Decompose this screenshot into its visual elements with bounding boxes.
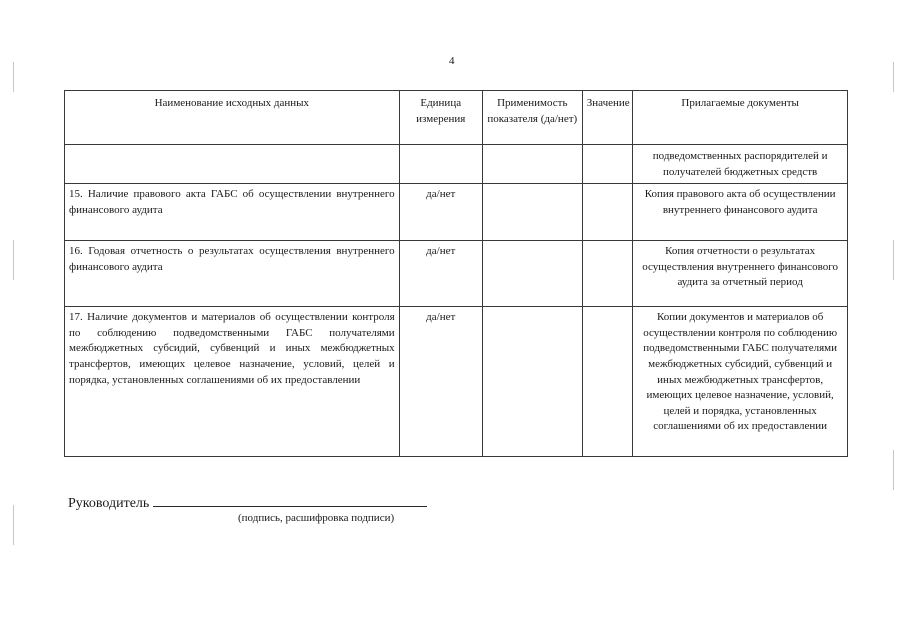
cell-documents: Копия правового акта об осуществлении внутреннего финансового аудита <box>633 184 848 241</box>
scan-edge-mark <box>893 450 894 490</box>
cell-applicability <box>482 145 582 184</box>
table-row-continuation <box>65 145 848 184</box>
cell-applicability <box>482 241 582 307</box>
source-data-table <box>64 90 848 457</box>
signature-label: Руководитель <box>68 496 150 511</box>
header-applicability: Применимость показателя (да/нет) <box>482 91 582 145</box>
scan-edge-mark <box>893 62 894 92</box>
cell-name: 15. Наличие правового акта ГАБС об осуществлении внутреннего финансового аудита <box>65 184 400 241</box>
signature-hint: (подпись, расшифровка подписи) <box>238 512 395 524</box>
cell-value <box>582 184 633 241</box>
scan-edge-mark <box>13 62 14 92</box>
cell-name: 17. Наличие документов и материалов об осуществлении контроля по соблюдению подведомственными ГАБС получателями межбюджетных субсидий, субвенций и иных межбюджетных трансфертов, имеющих целевое назначение, условий, целей и порядка, установленных соглашениями об их предоставлении <box>65 307 400 457</box>
cell-unit <box>399 145 482 184</box>
cell-name <box>65 145 400 184</box>
scan-edge-mark <box>893 240 894 280</box>
cell-value <box>582 307 633 457</box>
page-number: 4 <box>449 55 455 67</box>
table-row <box>65 184 848 241</box>
cell-applicability <box>482 307 582 457</box>
header-unit: Единица измерения <box>399 91 482 145</box>
header-documents: Прилагаемые документы <box>633 91 848 145</box>
cell-documents: Копии документов и материалов об осуществлении контроля по соблюдению подведомственными ГАБС получателями межбюджетных субсидий, субвенций и иных межбюджетных трансфертов, имеющих целевое назначение, условий, целей и порядка, установленных соглашениями об их предоставлении <box>633 307 848 457</box>
cell-documents: Копия отчетности о результатах осуществления внутреннего финансового аудита за отчетный период <box>633 241 848 307</box>
cell-name: 16. Годовая отчетность о результатах осуществления внутреннего финансового аудита <box>65 241 400 307</box>
cell-unit: да/нет <box>399 241 482 307</box>
signature-line <box>153 492 427 507</box>
cell-value <box>582 241 633 307</box>
cell-documents: подведомственных распорядителей и получателей бюджетных средств <box>633 145 848 184</box>
scan-edge-mark <box>13 240 14 280</box>
table-row <box>65 241 848 307</box>
cell-applicability <box>482 184 582 241</box>
header-value: Значение <box>582 91 633 145</box>
cell-unit: да/нет <box>399 307 482 457</box>
table-header-row <box>65 91 848 145</box>
cell-value <box>582 145 633 184</box>
cell-unit: да/нет <box>399 184 482 241</box>
table-row <box>65 307 848 457</box>
scan-edge-mark <box>13 505 14 545</box>
signature-block <box>68 492 427 512</box>
header-name: Наименование исходных данных <box>65 91 400 145</box>
